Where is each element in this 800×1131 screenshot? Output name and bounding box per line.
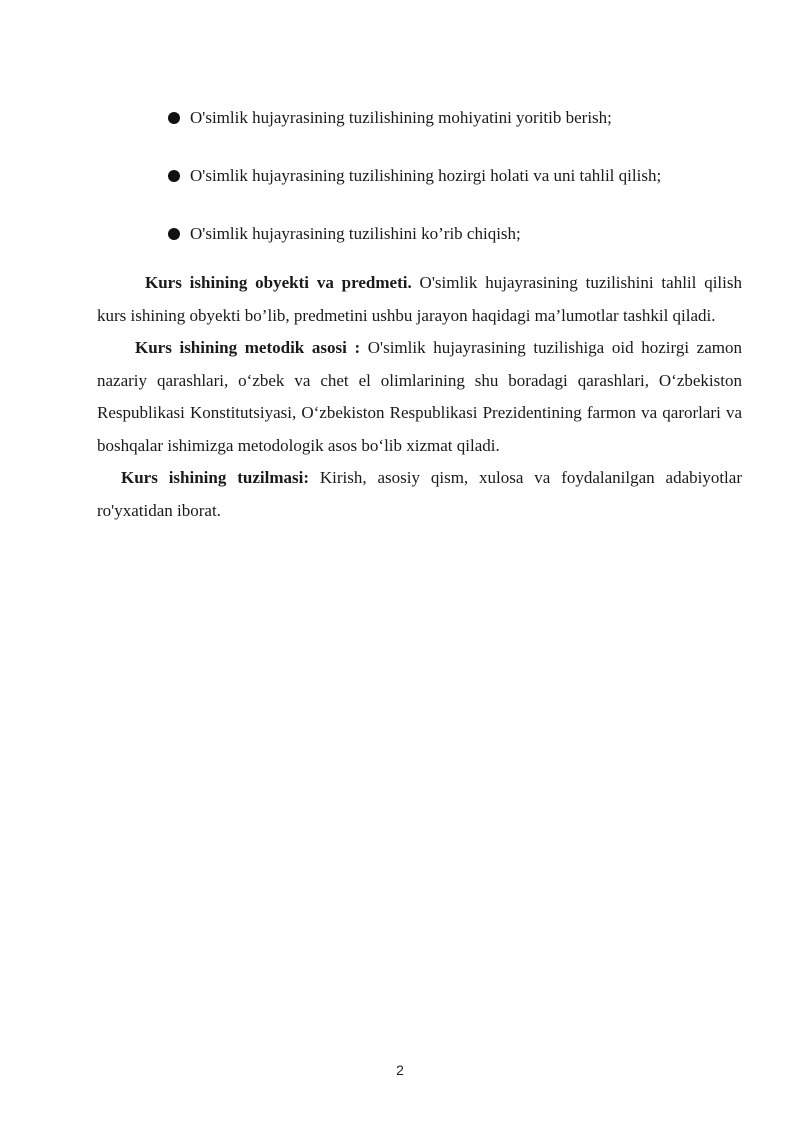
paragraph-heading: Kurs ishining tuzilmasi: — [121, 468, 309, 487]
list-item — [168, 222, 748, 246]
page-number: 2 — [396, 1062, 404, 1078]
body-text — [97, 267, 742, 527]
bullet-dot-icon — [168, 228, 180, 240]
paragraph-text: O'simlik hujayrasining tuzilishiga oid hozirgi zamon nazariy qarashlari, o‘zbek va chet el olimlarining shu boradagi qarashlari, O‘zbekiston Respublikasi Konstitutsiyasi, O‘zbekiston Respublikasi Prezidentining farmon va qarorlari va boshqalar ishimizga metodologik asos bo‘lib xizmat qiladi. — [97, 338, 742, 455]
paragraph-structure — [97, 462, 742, 527]
bullet-text: O'simlik hujayrasining tuzilishining mohiyatini yoritib berish; — [190, 108, 612, 127]
paragraph-object-subject — [97, 267, 742, 332]
bullet-dot-icon — [168, 170, 180, 182]
paragraph-text: O'simlik hujayrasining tuzilishini tahlil qilish kurs ishining obyekti bo’lib, predmetini ushbu jarayon haqidagi ma’lumotlar tashkil qiladi. — [97, 273, 742, 325]
bullet-text: O'simlik hujayrasining tuzilishini ko’rib chiqish; — [190, 224, 521, 243]
bullet-list — [168, 106, 748, 280]
list-item — [168, 164, 748, 188]
paragraph-methodology — [97, 332, 742, 462]
bullet-text: O'simlik hujayrasining tuzilishining hozirgi holati va uni tahlil qilish; — [190, 166, 662, 185]
paragraph-heading: Kurs ishining metodik asosi : — [135, 338, 361, 357]
list-item — [168, 106, 748, 130]
bullet-dot-icon — [168, 112, 180, 124]
paragraph-text: Kirish, asosiy qism, xulosa va foydalanilgan adabiyotlar ro'yxatidan iborat. — [97, 468, 742, 520]
paragraph-heading: Kurs ishining obyekti va predmeti. — [145, 273, 412, 292]
